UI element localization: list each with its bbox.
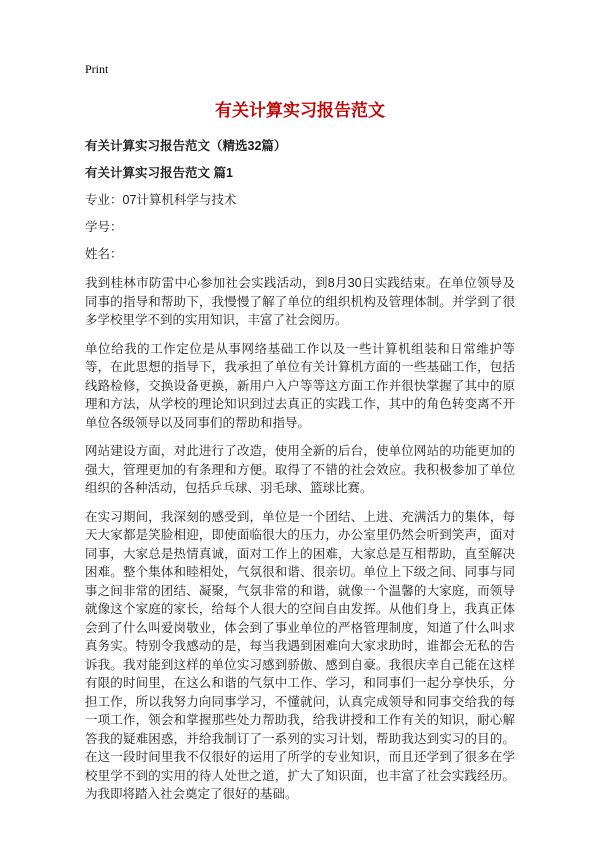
section-heading: 有关计算实习报告范文 篇1: [85, 166, 233, 181]
field-name: 姓名：: [85, 247, 123, 262]
paragraph-1: 我到桂林市防雷中心参加社会实践活动，到8月30日实践结束。在单位领导及同事的指导和帮助下，我慢慢了解了单位的组织机构及管理体制。并学到了很多学校里学不到的实用知识，丰富了社会阅历。: [85, 276, 515, 328]
paragraph-4: 在实习期间，我深刻的感受到，单位是一个团结、上进、充满活力的集体，每天大家都是笑脸相迎，即使面临很大的压力，办公室里仍然会听到笑声，面对同事，大家总是热情真诚，面对工作上的困难，大家总是互相帮助，直至解决困难。整个集体和睦相处，气氛很和谐、很亲切。单位上下级之间、同事与同事之间非常的团结、凝聚，气氛非常的和谐，就像一个温馨的大家庭，而领导就像这个家庭的家长，给每个人很大的空间自由发挥。从他们身上，我真正体会到了什么叫爱岗敬业，体会到了事业单位的严格管理制度，知道了什么叫求真务实。特别令我感动的是，每当我遇到困难向大家求助时，谁都会无私的告诉我。我对能到这样的单位实习感到骄傲、感到自豪。我很庆幸自己能在这样有限的时间里，在这么和谐的气氛中工作、学习，和同事们一起分享快乐，分担工作，所以我努力向同事学习，不懂就问，认真完成领导和同事交给我的每一项工作，领会和掌握那些处力帮助我，给我讲授和工作有关的知识，耐心解答我的疑难困惑，并给我制订了一系列的实习计划，帮助我达到实习的目的。在这一段时间里我不仅很好的运用了所学的专业知识，而且还学到了很多在学校里学不到的实用的待人处世之道，扩大了知识面，也丰富了社会实践经历。为我即将踏入社会奠定了很好的基础。: [85, 509, 515, 802]
field-student-id: 学号：: [85, 220, 123, 235]
print-button[interactable]: Print: [85, 62, 109, 76]
paragraph-2: 单位给我的工作定位是从事网络基础工作以及一些计算机组装和日常维护等等，在此思想的指导下，我承担了单位有关计算机方面的一些基础工作，包括线路检修，交换设备更换，新用户入户等等这方面工作并很快掌握了其中的原理和方法，从学校的理论知识到过去真正的实践工作，其中的角色转变离不开单位各级领导以及同事们的帮助和指导。: [85, 341, 515, 430]
field-major: 专业：07计算机科学与技术: [85, 193, 237, 208]
page-title: 有关计算实习报告范文: [215, 101, 385, 120]
doc-subtitle: 有关计算实习报告范文（精选32篇）: [85, 139, 287, 154]
paragraph-3: 网站建设方面，对此进行了改造，使用全新的后台，使单位网站的功能更加的强大，管理更加的有条理和方便。取得了不错的社会效应。我积极参加了单位组织的各种活动，包括乒乓球、羽毛球、篮球比赛。: [85, 444, 515, 496]
